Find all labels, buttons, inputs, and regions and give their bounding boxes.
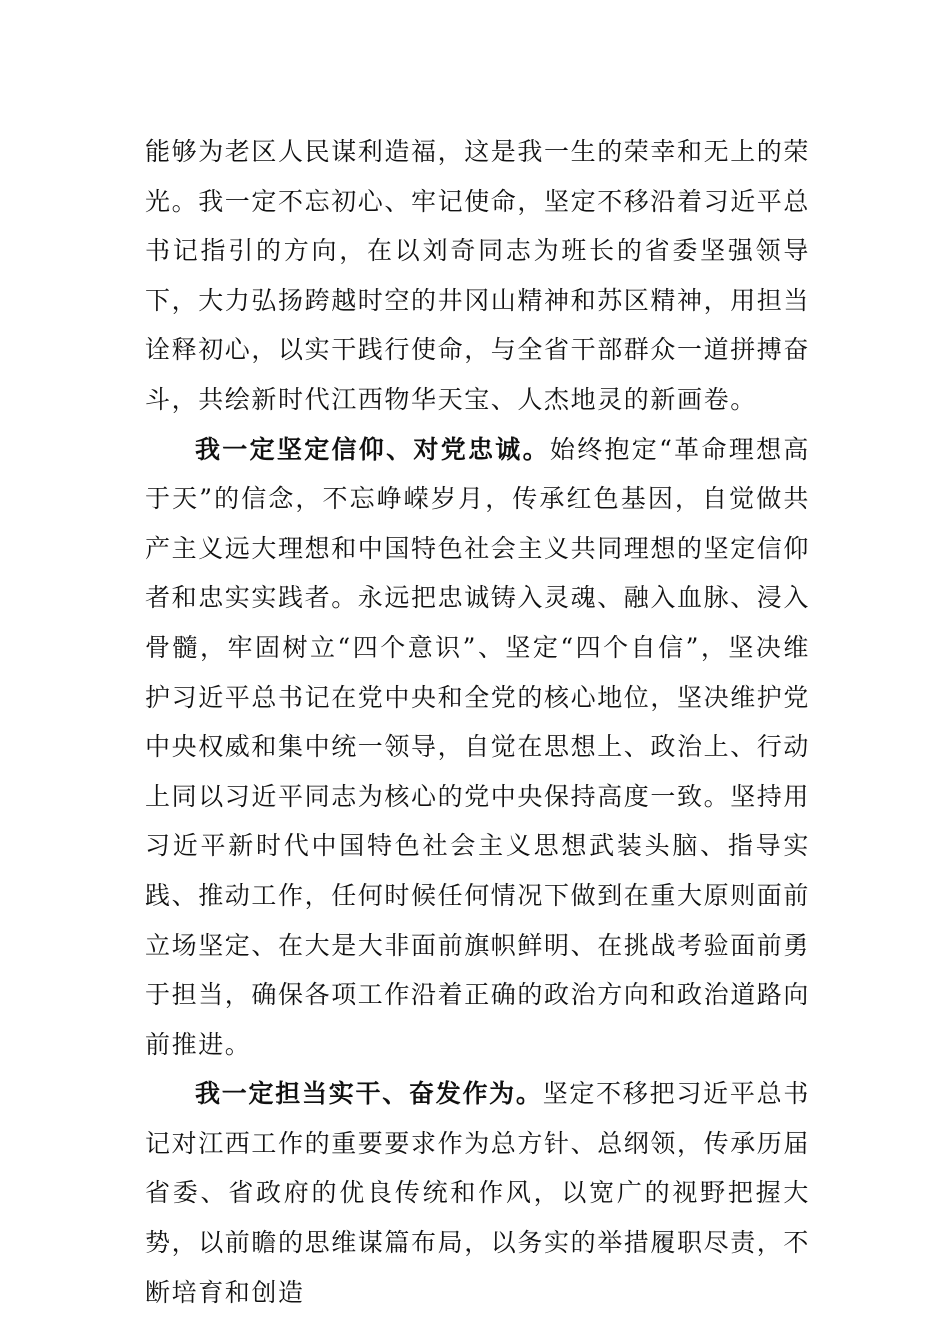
paragraph-body: 始终抱定“革命理想高于天”的信念，不忘峥嵘岁月，传承红色基因，自觉做共产主义远大理想和中国特色社会主义共同理想的坚定信仰者和忠实实践者。永远把忠诚铸入灵魂、融入血脉、浸入骨髓，牢固树立“四个意识”、坚定“四个自信”，坚决维护习近平总书记在党中央和全党的核心地位，坚决维护党中央权威和集中统一领导，自觉在思想上、政治上、行动上同以习近平同志为核心的党中央保持高度一致。坚持用习近平新时代中国特色社会主义思想武装头脑、指导实践、推动工作，任何时候任何情况下做到在重大原则面前立场坚定、在大是大非面前旗帜鲜明、在挑战考验面前勇于担当，确保各项工作沿着正确的政治方向和政治道路向前推进。 [145,434,811,1059]
paragraph-responsibility [145,1069,810,1317]
document-body [145,127,810,1317]
paragraph-faith-loyalty [145,425,810,1070]
paragraph-continuation [145,127,810,425]
paragraph-lead: 我一定坚定信仰、对党忠诚。 [195,434,550,464]
paragraph-body: 能够为老区人民谋利造福，这是我一生的荣幸和无上的荣光。我一定不忘初心、牢记使命，坚定不移沿着习近平总书记指引的方向，在以刘奇同志为班长的省委坚强领导下，大力弘扬跨越时空的井冈山精神和苏区精神，用担当诠释初心，以实干践行使命，与全省干部群众一道拼搏奋斗，共绘新时代江西物华天宝、人杰地灵的新画卷。 [145,137,811,414]
paragraph-lead: 我一定担当实干、奋发作为。 [195,1079,543,1109]
paragraph-body: 坚定不移把习近平总书记对江西工作的重要要求作为总方针、总纲领，传承历届省委、省政府的优良传统和作风，以宽广的视野把握大势，以前瞻的思维谋篇布局，以务实的举措履职尽责，不断培育和创造 [145,1079,811,1307]
